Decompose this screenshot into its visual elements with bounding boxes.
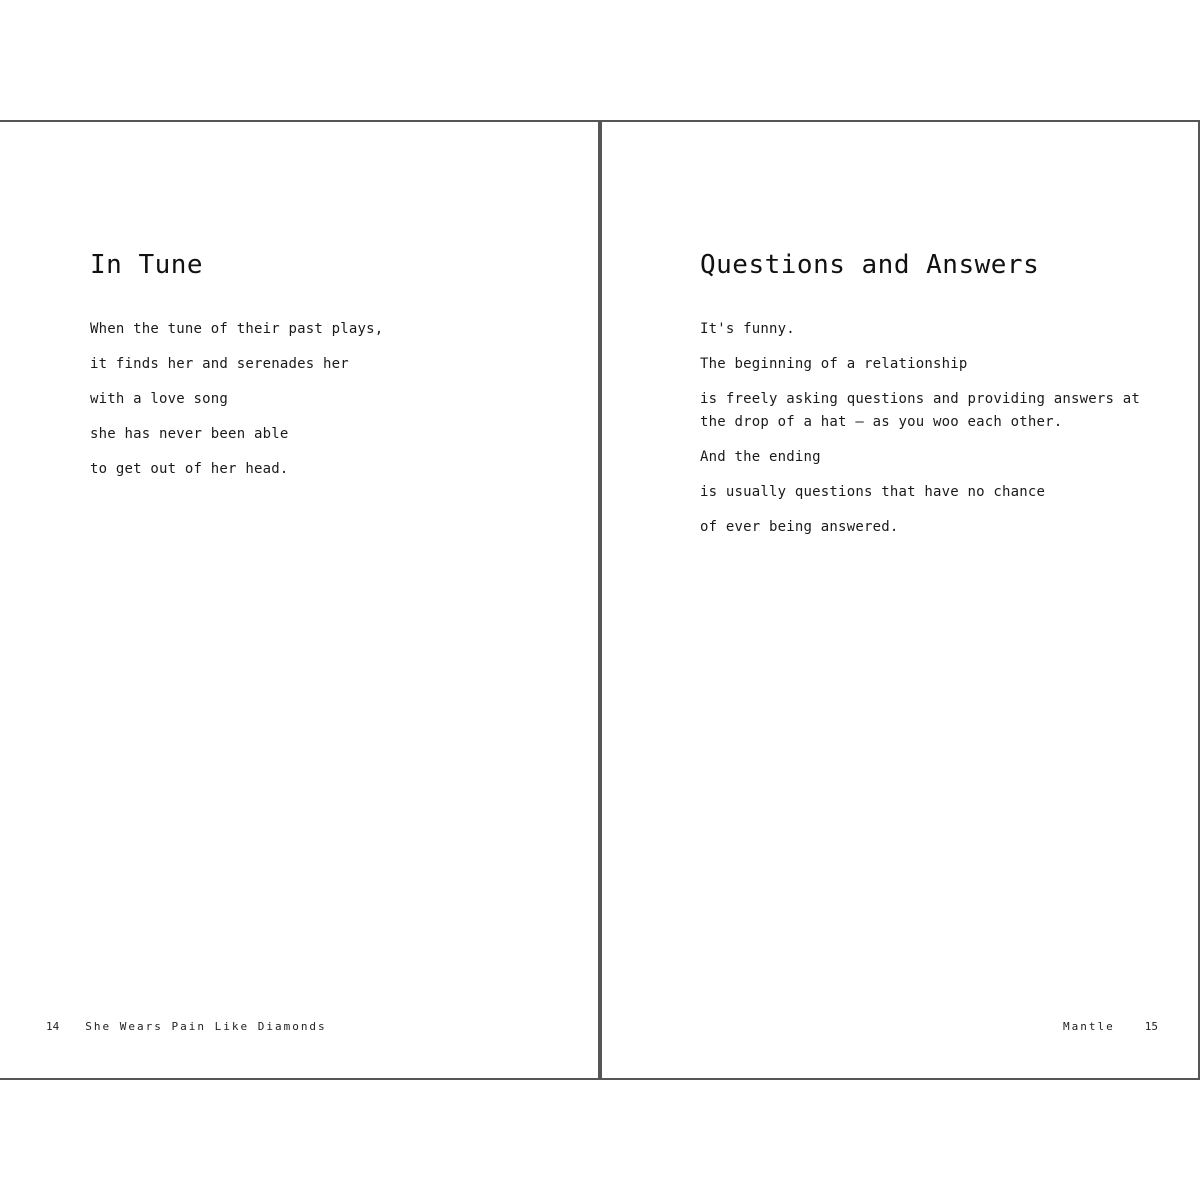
page-number: 14	[46, 1020, 60, 1033]
poem-line: And the ending	[700, 449, 821, 465]
right-page	[602, 120, 1200, 1080]
poem-body	[700, 318, 1150, 551]
poem-line: of ever being answered.	[700, 519, 899, 535]
book-spread	[0, 120, 1200, 1080]
poem-line: The beginning of a relationship	[700, 356, 968, 372]
poem-title: Questions and Answers	[700, 250, 1040, 280]
poem-line: it finds her and serenades her	[90, 356, 349, 372]
page-footer	[46, 1020, 327, 1033]
poem-line: It's funny.	[700, 321, 795, 337]
poem-line: with a love song	[90, 391, 229, 407]
poem-line: to get out of her head.	[90, 461, 289, 477]
page-footer	[1063, 1020, 1158, 1033]
running-head: Mantle	[1063, 1020, 1115, 1033]
poem-title: In Tune	[90, 250, 204, 280]
left-page	[0, 120, 600, 1080]
poem-body	[90, 318, 530, 493]
poem-line: is usually questions that have no chance	[700, 484, 1046, 500]
poem-line: she has never been able	[90, 426, 289, 442]
poem-line: is freely asking questions and providing answers at the drop of a hat — as you woo each other.	[700, 391, 1141, 430]
poem-line: When the tune of their past plays,	[90, 321, 384, 337]
page-number: 15	[1144, 1020, 1158, 1033]
running-head: She Wears Pain Like Diamonds	[85, 1020, 327, 1033]
